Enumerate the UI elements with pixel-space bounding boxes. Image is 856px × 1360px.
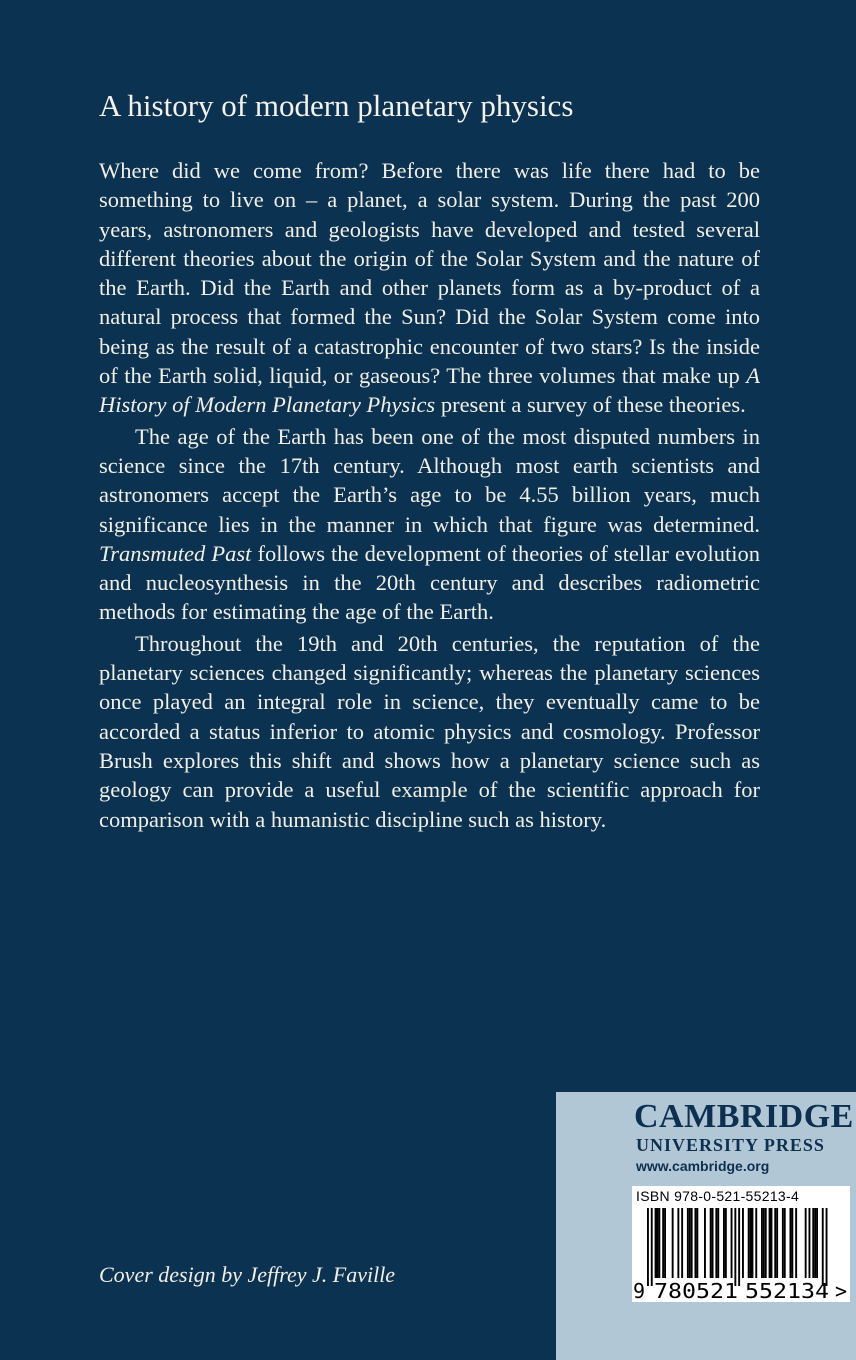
barcode-bar — [752, 1208, 754, 1278]
barcode-bar — [791, 1208, 793, 1278]
barcode-bar — [826, 1208, 828, 1286]
publisher-panel — [556, 1092, 856, 1360]
barcode-bar — [662, 1208, 664, 1278]
barcode-bar — [814, 1208, 816, 1278]
barcode-bar — [696, 1208, 698, 1278]
barcode-bar — [712, 1208, 714, 1278]
barcode-bar — [725, 1208, 727, 1278]
barcode-bar — [812, 1208, 814, 1278]
blurb-p1-series-title: A History of Modern Planetary Physics — [99, 363, 760, 418]
blurb-paragraph-3 — [99, 629, 760, 834]
barcode-bar — [723, 1208, 725, 1278]
cover-design-credit: Cover design by Jeffrey J. Faville — [99, 1262, 396, 1287]
barcode-bar — [750, 1208, 752, 1278]
barcode-bar — [771, 1208, 773, 1278]
barcode-bar — [734, 1208, 736, 1286]
barcode-bar — [776, 1208, 778, 1278]
blurb-p2-book-title: Transmuted Past — [99, 540, 252, 566]
barcode-bar — [704, 1208, 706, 1278]
barcode-bar — [763, 1208, 765, 1278]
barcode-left-digits: 780521 — [654, 1279, 738, 1302]
cover-title: A history of modern planetary physics — [99, 88, 574, 123]
barcode-bar — [657, 1208, 659, 1278]
barcode-bar — [695, 1208, 697, 1278]
barcode-bar — [651, 1208, 653, 1286]
barcode-bar — [691, 1208, 693, 1278]
barcode-bar — [761, 1208, 763, 1278]
publisher-subtitle: UNIVERSITY PRESS — [636, 1135, 825, 1155]
barcode-bar — [809, 1208, 811, 1278]
blurb-p1-text-a: Where did we come from? Before there was life there had to be something to live on – a planet, a solar system. During the past 200 years, astronomers and geologists have developed and tested several different theories about the origin of the Solar System and the nature of the Earth. Did the Earth and other planets form as a by-product of a natural process that formed the Sun? Did the Solar System come into being as the result of a catastrophic encounter of two stars? Is the inside of the Earth solid, liquid, or gaseous? The three volumes that make up — [99, 158, 760, 389]
barcode-bar — [681, 1208, 683, 1278]
blurb-paragraph-1 — [99, 156, 760, 420]
barcode-bar — [664, 1208, 666, 1278]
isbn-label: ISBN 978-0-521-55213-4 — [636, 1188, 800, 1204]
barcode-quiet-zone-mark: > — [835, 1279, 848, 1302]
barcode-right-digits: 552134 — [745, 1279, 829, 1302]
barcode-bar — [755, 1208, 757, 1278]
barcode-bar — [748, 1208, 750, 1278]
barcode-bar — [765, 1208, 767, 1278]
barcode-bar — [658, 1208, 660, 1278]
barcode-bar — [774, 1208, 776, 1278]
barcode-bar — [784, 1208, 786, 1278]
blurb-p2-text-a: The age of the Earth has been one of the most disputed numbers in science since the 17th century. Although most earth scientists and astronomers accept the Earth’s age to be 4.55 billion years, much significance lies in the manner in which that figure was determined. — [99, 423, 760, 537]
barcode-bar — [689, 1208, 691, 1278]
barcode-bar — [822, 1208, 824, 1286]
blurb-p1-text-b: present a survey of these theories. — [435, 392, 746, 418]
barcode-bar — [672, 1208, 674, 1278]
barcode-first-digit: 9 — [633, 1279, 646, 1302]
barcode-bar — [717, 1208, 719, 1278]
barcode-bar — [790, 1208, 792, 1278]
barcode-bar — [687, 1208, 689, 1278]
barcode-bar — [769, 1208, 771, 1278]
barcode-bar — [677, 1208, 679, 1278]
publisher-url: www.cambridge.org — [636, 1158, 770, 1174]
barcode-bar — [805, 1208, 807, 1278]
blurb — [99, 156, 760, 834]
barcode-bar — [795, 1208, 797, 1278]
barcode-bar — [742, 1208, 744, 1278]
barcode-panel — [632, 1186, 850, 1302]
blurb-paragraph-2 — [99, 422, 760, 627]
publisher-name: CAMBRIDGE — [634, 1098, 854, 1135]
isbn-barcode — [632, 1206, 850, 1302]
barcode-bar — [738, 1208, 740, 1286]
barcode-bar — [655, 1208, 657, 1278]
barcode-bar — [782, 1208, 784, 1278]
blurb-p3-text: Throughout the 19th and 20th centuries, the reputation of the planetary sciences changed significantly; whereas the planetary sciences once played an integral role in science, they eventually came to be accorded a status inferior to atomic physics and cosmology. Professor Brush explores this shift and shows how a planetary science such as geology can provide a useful example of the scientific approach for comparison with a humanistic discipline such as history. — [99, 630, 760, 832]
barcode-bar — [731, 1208, 733, 1278]
barcode-bar — [816, 1208, 818, 1278]
barcode-bar — [715, 1208, 717, 1278]
barcode-bar — [710, 1208, 712, 1278]
blurb-p2-text-b: follows the development of theories of stellar evolution and nucleosynthesis in the 20th century and describes radiometric methods for estimating the age of the Earth. — [99, 540, 760, 625]
barcode-bars — [647, 1208, 828, 1286]
barcode-bar — [647, 1208, 649, 1286]
